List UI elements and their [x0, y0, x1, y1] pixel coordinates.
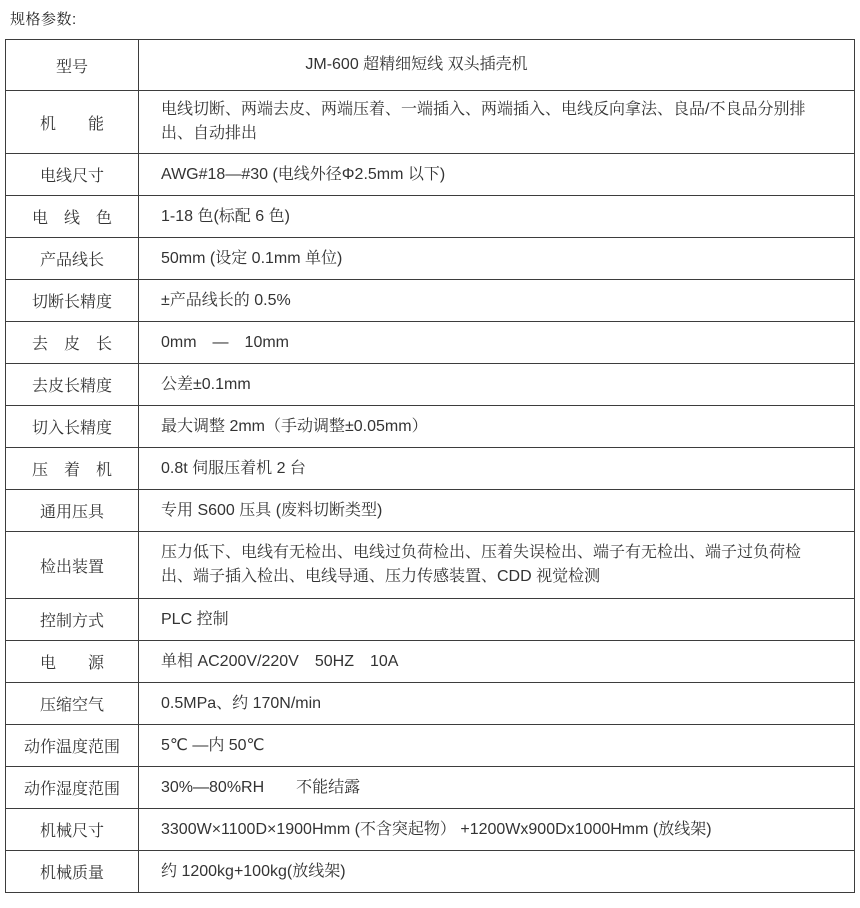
spec-label: 压缩空气: [6, 683, 139, 725]
spec-label: 电线尺寸: [6, 154, 139, 196]
spec-value: 5℃ —内 50℃: [139, 725, 855, 767]
spec-value: 50mm (设定 0.1mm 单位): [139, 238, 855, 280]
spec-label: 控制方式: [6, 599, 139, 641]
spec-value: ±产品线长的 0.5%: [139, 280, 855, 322]
spec-label: 型号: [6, 40, 139, 91]
page-title: 规格参数:: [10, 11, 77, 28]
table-row: [6, 364, 855, 406]
table-row: [6, 767, 855, 809]
spec-label: 机 能: [6, 91, 139, 154]
spec-value: 约 1200kg+100kg(放线架): [139, 851, 855, 893]
table-row: [6, 851, 855, 893]
table-row: [6, 322, 855, 364]
spec-value: AWG#18—#30 (电线外径Φ2.5mm 以下): [139, 154, 855, 196]
spec-label: 去 皮 长: [6, 322, 139, 364]
spec-label: 电 源: [6, 641, 139, 683]
spec-label: 产品线长: [6, 238, 139, 280]
spec-value: 电线切断、两端去皮、两端压着、一端插入、两端插入、电线反向拿法、良品/不良品分别排出、自动排出: [139, 91, 855, 154]
table-row: [6, 532, 855, 599]
table-row: [6, 91, 855, 154]
spec-value: 公差±0.1mm: [139, 364, 855, 406]
spec-value: 0mm — 10mm: [139, 322, 855, 364]
table-row: [6, 154, 855, 196]
spec-label: 去皮长精度: [6, 364, 139, 406]
spec-label: 检出装置: [6, 532, 139, 599]
table-row: [6, 599, 855, 641]
spec-value: 单相 AC200V/220V 50HZ 10A: [139, 641, 855, 683]
table-row: [6, 448, 855, 490]
spec-value: 1-18 色(标配 6 色): [139, 196, 855, 238]
spec-value: PLC 控制: [139, 599, 855, 641]
table-row: [6, 40, 855, 91]
table-row: [6, 406, 855, 448]
spec-value: 专用 S600 压具 (废料切断类型): [139, 490, 855, 532]
table-row: [6, 809, 855, 851]
spec-value: 最大调整 2mm（手动调整±0.05mm）: [139, 406, 855, 448]
table-row: [6, 238, 855, 280]
table-row: [6, 683, 855, 725]
table-row: [6, 725, 855, 767]
spec-value: 0.8t 伺服压着机 2 台: [139, 448, 855, 490]
table-row: [6, 490, 855, 532]
spec-value: 3300W×1100D×1900Hmm (不含突起物） +1200Wx900Dx1000Hmm (放线架): [139, 809, 855, 851]
spec-value: 0.5MPa、约 170N/min: [139, 683, 855, 725]
spec-label: 机械质量: [6, 851, 139, 893]
spec-label: 动作湿度范围: [6, 767, 139, 809]
spec-label: 切断长精度: [6, 280, 139, 322]
table-row: [6, 280, 855, 322]
spec-table-body: [6, 40, 855, 893]
spec-label: 机械尺寸: [6, 809, 139, 851]
spec-value: 压力低下、电线有无检出、电线过负荷检出、压着失误检出、端子有无检出、端子过负荷检出、端子插入检出、电线导通、压力传感装置、CDD 视觉检测: [139, 532, 855, 599]
spec-label: 电 线 色: [6, 196, 139, 238]
spec-label: 切入长精度: [6, 406, 139, 448]
table-row: [6, 196, 855, 238]
spec-label: 动作温度范围: [6, 725, 139, 767]
spec-value: 30%—80%RH 不能结露: [139, 767, 855, 809]
table-row: [6, 641, 855, 683]
spec-label: 通用压具: [6, 490, 139, 532]
spec-label: 压 着 机: [6, 448, 139, 490]
spec-value: JM-600 超精细短线 双头插壳机: [139, 40, 855, 91]
spec-table: [5, 39, 855, 893]
